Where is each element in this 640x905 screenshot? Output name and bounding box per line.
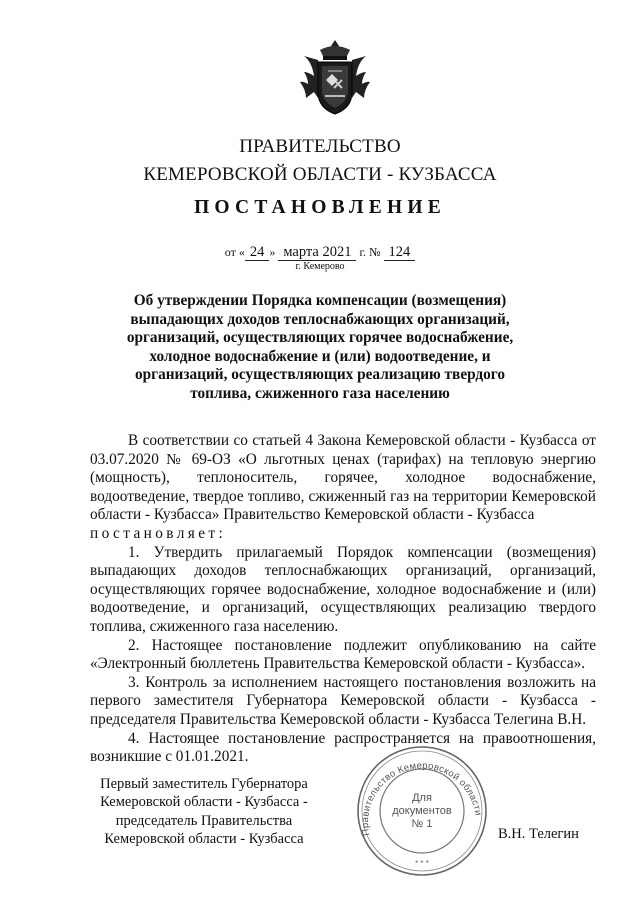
stamp-stars: * * *	[415, 859, 429, 868]
item-paragraph: 3. Контроль за исполнением настоящего постановления возложить на первого заместителя Губернатора Кемеровской области - Кузбасса - председателя Правительства Кемеровской области - Кузбасса Телегина В.Н.	[90, 673, 596, 728]
item-paragraph: 1. Утвердить прилагаемый Порядок компенсации (возмещения) выпадающих доходов теплоснабжающих организаций, организаций, осуществляющих горячее водоснабжение, холодное водоснабжение и (или) водоотведение, и организаций, осуществляющих реализацию твердого топлива, сжиженного газа населению.	[90, 543, 596, 635]
date-prefix: от «	[224, 245, 245, 259]
signer-title: Первый заместитель Губернатора Кемеровской области - Кузбасса - председатель Правительства Кемеровской области - Кузбасса	[100, 776, 308, 847]
coat-of-arms-icon	[298, 38, 372, 118]
document-number: 124	[384, 244, 416, 261]
date-day: 24	[245, 244, 270, 261]
preamble-paragraph: В соответствии со статьей 4 Закона Кемеровской области - Кузбасса от 03.07.2020 № 69-ОЗ «О льготных ценах (тарифах) на тепловую энергию (мощность), теплоноситель, горячее, холодное водоснабжение, водоотведение, твердое топливо, сжиженный газ на территории Кемеровской области - Кузбасса» Правительство Кемеровской области - Кузбасса	[90, 432, 596, 524]
resolves-word: постановляет:	[90, 524, 227, 542]
date-month-year: марта 2021	[278, 244, 356, 261]
signer-name: В.Н. Телегин	[498, 826, 579, 842]
document-type-title: ПОСТАНОВЛЕНИЕ	[194, 197, 446, 218]
item-paragraph: 2. Настоящее постановление подлежит опубликованию на сайте «Электронный бюллетень Правительства Кемеровской области - Кузбасса».	[90, 636, 596, 673]
stamp-center-line3: № 1	[411, 818, 433, 830]
government-name-line2: КЕМЕРОВСКОЙ ОБЛАСТИ - КУЗБАССА	[143, 164, 497, 185]
document-body	[90, 432, 596, 767]
number-sign: №	[369, 245, 381, 259]
government-name-line1: ПРАВИТЕЛЬСТВО	[239, 136, 401, 157]
stamp-ring-text: Правительство Кемеровской области	[359, 760, 484, 837]
official-stamp	[356, 745, 488, 877]
city-name: г. Кемерово	[295, 261, 345, 272]
date-close-quote: »	[269, 245, 276, 259]
date-year-suffix: г.	[359, 245, 367, 259]
stamp-center-line1: Для	[412, 792, 432, 804]
document-subject: Об утверждении Порядка компенсации (возмещения) выпадающих доходов теплоснабжающих организаций, организаций, осуществляющих горячее водоснабжение, холодное водоснабжение и (или) водоотведение, и организаций, осуществляющих реализацию твердого топлива, сжиженного газа населению	[126, 292, 514, 402]
stamp-center-line2: документов	[392, 805, 452, 817]
item-paragraph: 4. Настоящее постановление распространяется на правоотношения, возникшие с 01.01.2021.	[90, 729, 596, 766]
date-number-line	[0, 244, 640, 261]
